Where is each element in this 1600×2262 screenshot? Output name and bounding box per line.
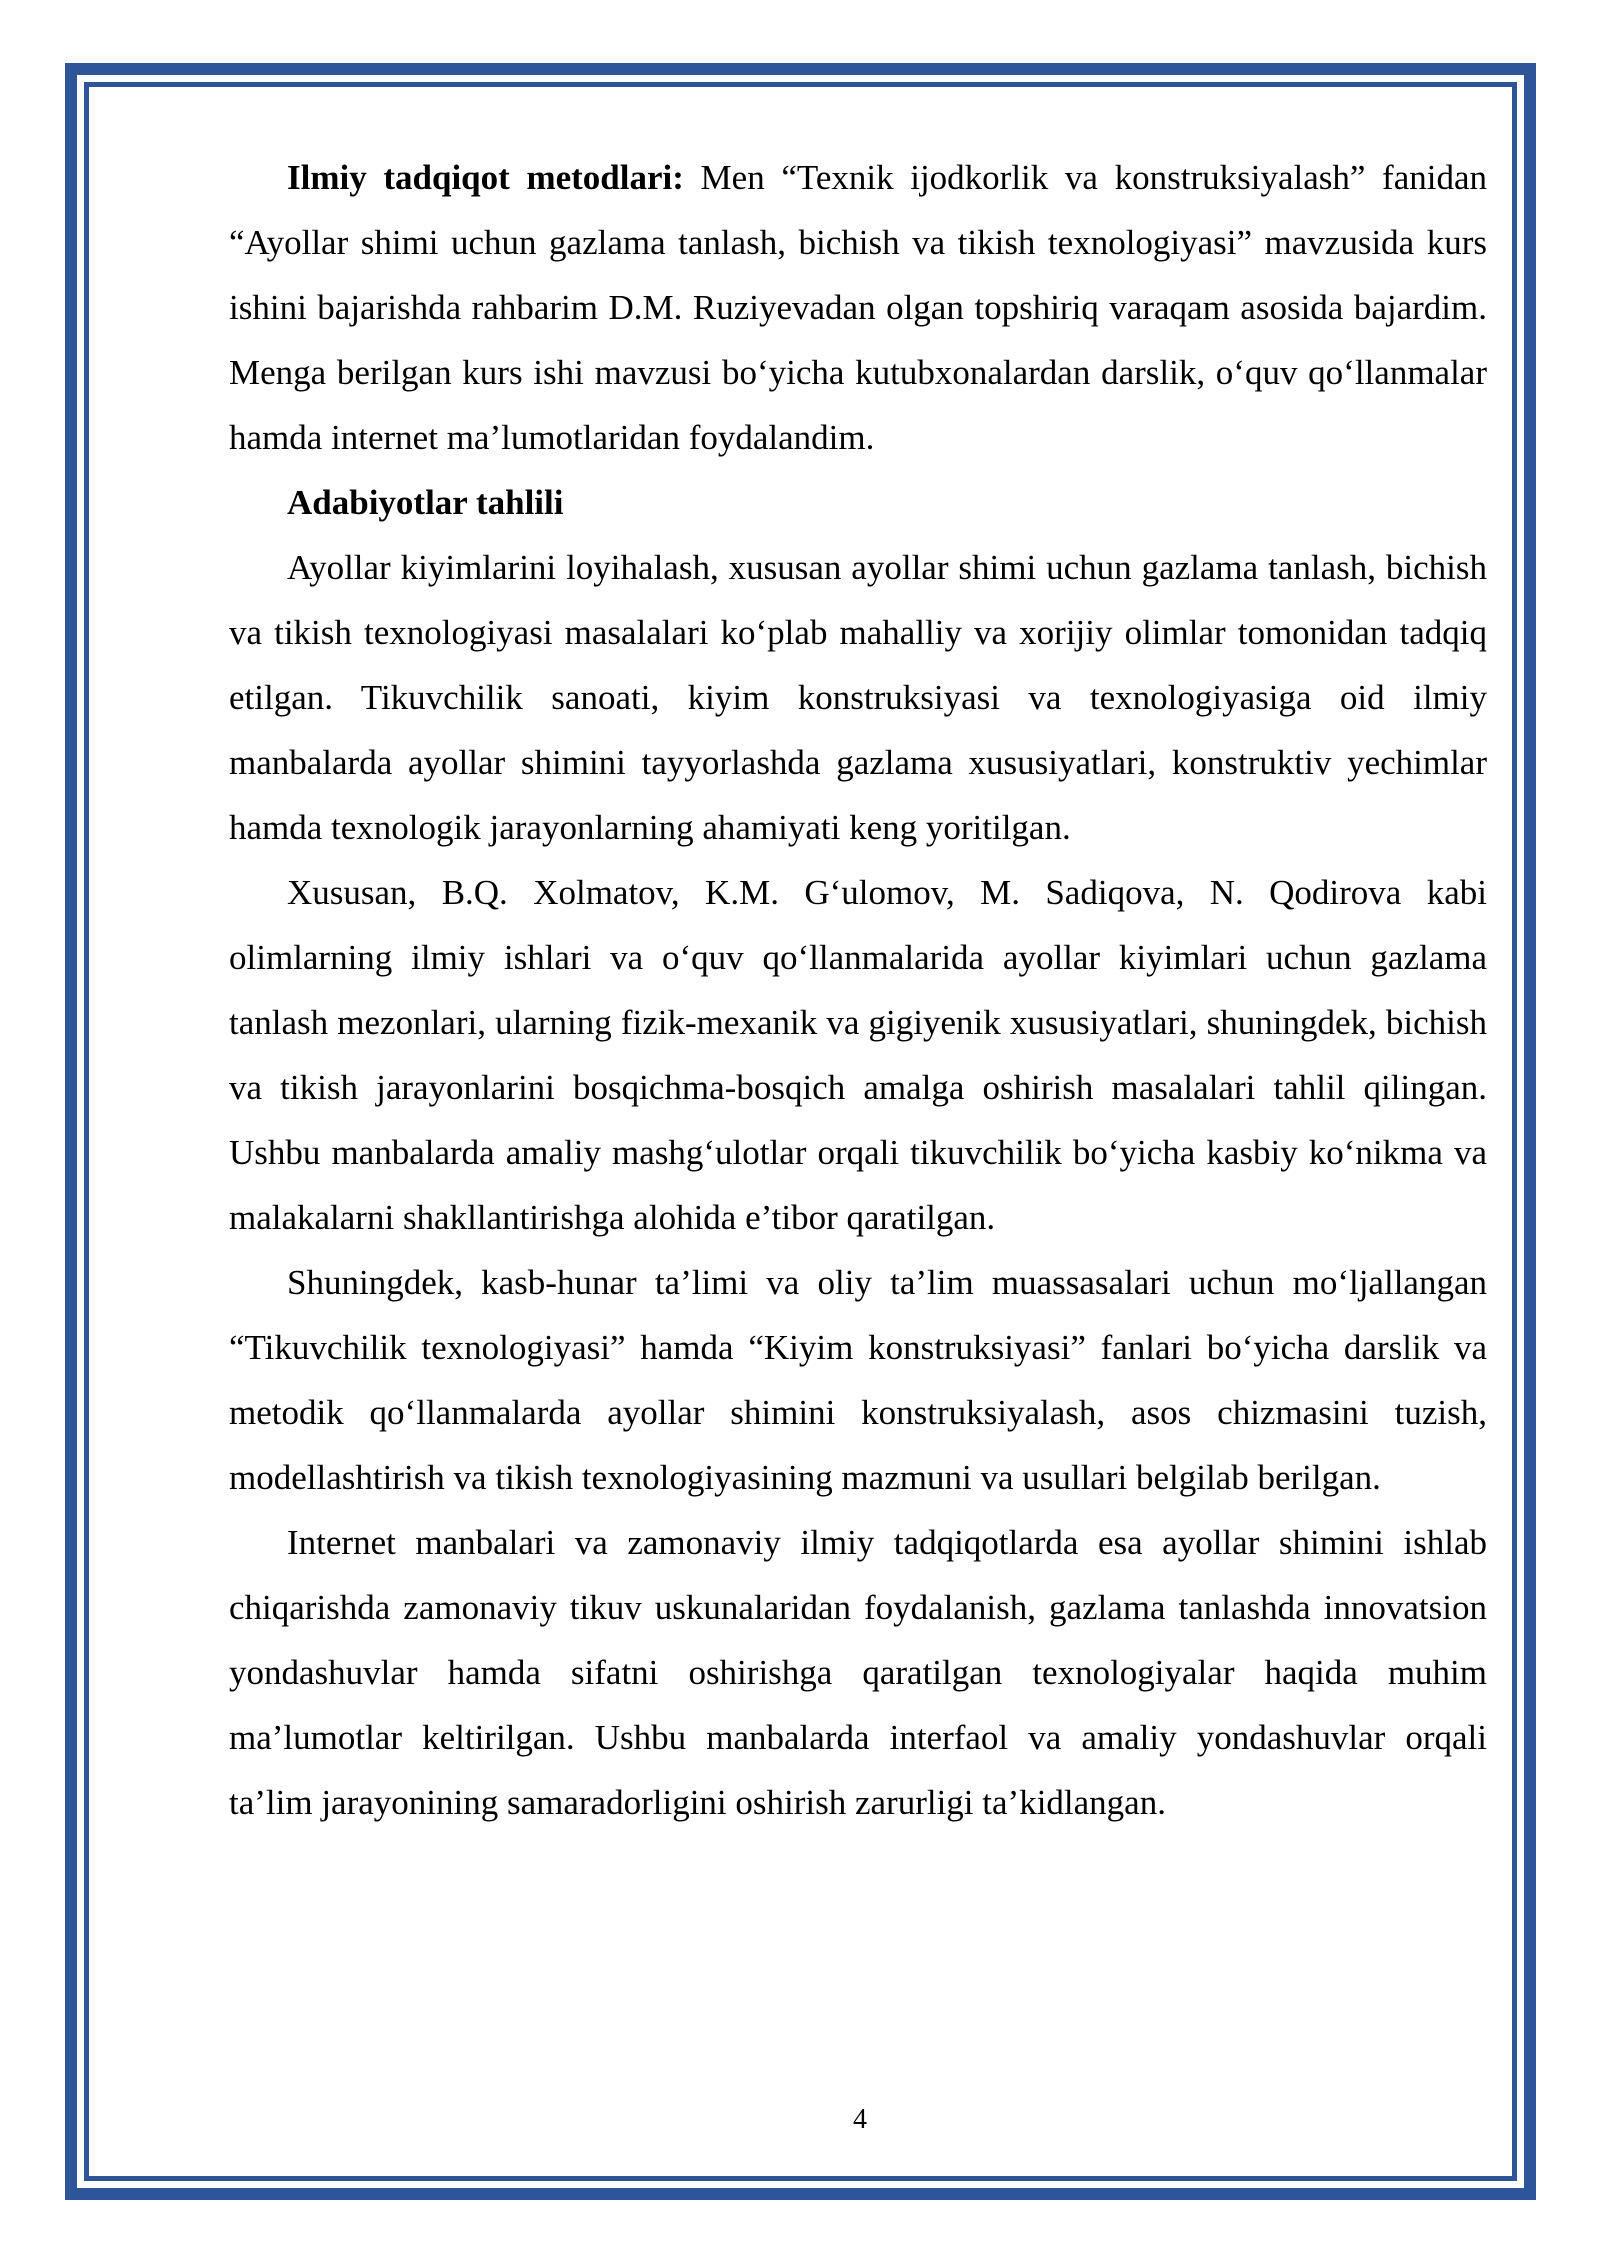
literature-paragraph-3: Shuningdek, kasb-hunar ta’limi va oliy ta’lim muassasalari uchun mo‘ljallangan “Tikuvchilik texnologiyasi” hamda “Kiyim konstruksiyasi” fanlari bo‘yicha darslik va metodik qo‘llanmalarda ayollar shimini konstruksiyalash, asos chizmasini tuzish, modellashtirish va tikish texnologiyasining mazmuni va usullari belgilab berilgan.: [229, 1263, 1487, 1497]
methods-heading: Ilmiy tadqiqot metodlari:: [287, 158, 684, 197]
page-number: 4: [853, 2104, 867, 2135]
literature-paragraph-2: Xususan, B.Q. Xolmatov, K.M. G‘ulomov, M. Sadiqova, N. Qodirova kabi olimlarning ilmiy ishlari va o‘quv qo‘llanmalarida ayollar kiyimlari uchun gazlama tanlash mezonlari, ularning fizik-mexanik va gigiyenik xususiyatlari, shuningdek, bichish va tikish jarayonlarini bosqichma-bosqich amalga oshirish masalalari tahlil qilingan. Ushbu manbalarda amaliy mashg‘ulotlar orqali tikuvchilik bo‘yicha kasbiy ko‘nikma va malakalarni shakllantirishga alohida e’tibor qaratilgan.: [229, 873, 1487, 1237]
methods-text: Men “Texnik ijodkorlik va konstruksiyalash” fanidan “Ayollar shimi uchun gazlama tanlash, bichish va tikish texnologiyasi” mavzusida kurs ishini bajarishda rahbarim D.M. Ruziyevadan olgan topshiriq varaqam asosida bajardim. Menga berilgan kurs ishi mavzusi bo‘yicha kutubxonalardan darslik, o‘quv qo‘llanmalar hamda internet ma’lumotlaridan foydalandim.: [229, 158, 1487, 457]
methods-paragraph: [229, 145, 1487, 470]
literature-paragraph-4: Internet manbalari va zamonaviy ilmiy tadqiqotlarda esa ayollar shimini ishlab chiqarishda zamonaviy tikuv uskunalaridan foydalanish, gazlama tanlashda innovatsion yondashuvlar hamda sifatni oshirishga qaratilgan texnologiyalar haqida muhim ma’lumotlar keltirilgan. Ushbu manbalarda interfaol va amaliy yondashuvlar orqali ta’lim jarayonining samaradorligini oshirish zarurligi ta’kidlangan.: [229, 1523, 1487, 1822]
document-body: [229, 145, 1487, 1835]
literature-paragraph-1: Ayollar kiyimlarini loyihalash, xususan ayollar shimi uchun gazlama tanlash, bichish va tikish texnologiyasi masalalari ko‘plab mahalliy va xorijiy olimlar tomonidan tadqiq etilgan. Tikuvchilik sanoati, kiyim konstruksiyasi va texnologiyasiga oid ilmiy manbalarda ayollar shimini tayyorlashda gazlama xususiyatlari, konstruktiv yechimlar hamda texnologik jarayonlarning ahamiyati keng yoritilgan.: [229, 548, 1487, 847]
literature-heading: Adabiyotlar tahlili: [287, 483, 564, 522]
